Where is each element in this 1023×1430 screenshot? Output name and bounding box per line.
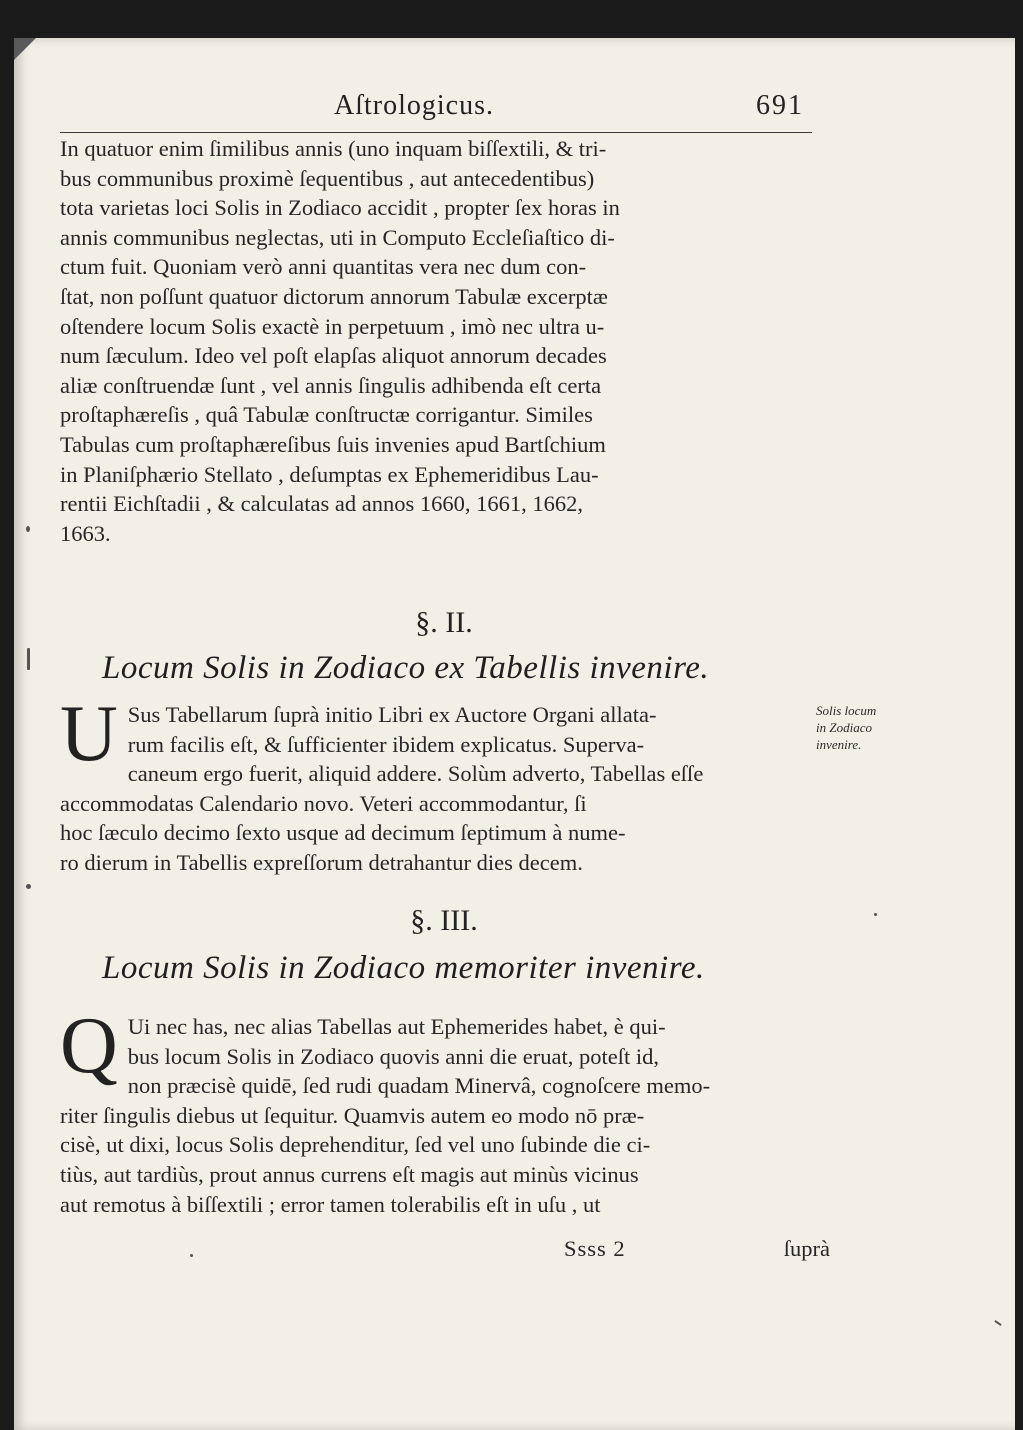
text-line: annis communibus neglectas, uti in Computo Eccleſiaſtico di- xyxy=(60,224,615,250)
text-line: bus locum Solis in Zodiaco quovis anni die eruat, poteſt id, xyxy=(127,1043,659,1069)
margin-note-line: Solis locum xyxy=(816,703,877,718)
text-line: tota varietas loci Solis in Zodiaco accidit , propter ſex horas in xyxy=(60,195,620,221)
ink-speck xyxy=(190,1254,193,1257)
margin-note xyxy=(816,702,931,753)
catchword: ſuprà xyxy=(783,1236,830,1261)
ink-speck xyxy=(994,1320,1002,1326)
drop-cap: Q xyxy=(60,1002,118,1090)
gutter-shadow xyxy=(14,38,36,60)
ink-speck xyxy=(26,526,30,532)
text-line: in Planiſphærio Stellato , deſumptas ex Ephemeridibus Lau- xyxy=(60,461,599,487)
drop-cap: U xyxy=(60,690,118,778)
margin-note-line: invenire. xyxy=(816,737,862,752)
page-footer xyxy=(60,1236,830,1266)
running-title: Aſtrologicus. xyxy=(334,90,494,121)
header-rule xyxy=(60,132,812,133)
text-line: cisè, ut dixi, locus Solis deprehenditur, ſed vel uno ſubinde die ci- xyxy=(60,1132,651,1158)
page-number: 691 xyxy=(756,90,804,121)
text-line: bus communibus proximè ſequentibus , aut antecedentibus) xyxy=(60,165,595,191)
text-line: aut remotus à biſſextili ; error tamen tolerabilis eſt in uſu , ut xyxy=(60,1191,601,1217)
text-line: non præcisè quidē, ſed rudi quadam Minervâ, cognoſcere memo- xyxy=(127,1073,711,1099)
signature-mark: Ssss 2 xyxy=(564,1236,626,1261)
text-line: rum facilis eſt, & ſufficienter ibidem explicatus. Superva- xyxy=(127,731,645,757)
book-page xyxy=(14,38,1015,1430)
page-header xyxy=(334,90,804,130)
section-number: §. II. xyxy=(415,606,473,639)
section-number: §. III. xyxy=(410,904,478,937)
text-line: 1663. xyxy=(60,520,111,546)
text-line: riter ſingulis diebus ut ſequitur. Quamvis autem eo modo nō præ- xyxy=(60,1102,645,1128)
section-paragraph xyxy=(60,1002,830,1219)
ink-speck xyxy=(27,648,30,670)
section-paragraph xyxy=(60,690,830,878)
text-line: ſtat, non poſſunt quatuor dictorum annorum Tabulæ excerptæ xyxy=(60,283,608,309)
text-line: In quatuor enim ſimilibus annis (uno inquam biſſextili, & tri- xyxy=(60,136,607,161)
text-line: ro dierum in Tabellis expreſſorum detrahantur dies decem. xyxy=(60,849,583,875)
text-line: aliæ conſtruendæ ſunt , vel annis ſingulis adhibenda eſt certa xyxy=(60,372,602,398)
ink-speck xyxy=(26,884,31,889)
ink-speck xyxy=(874,913,877,916)
margin-note-line: in Zodiaco xyxy=(816,720,872,735)
text-line: hoc ſæculo decimo ſexto usque ad decimum ſeptimum à nume- xyxy=(60,820,626,846)
text-line: Sus Tabellarum ſuprà initio Libri ex Auctore Organi allata- xyxy=(127,702,657,727)
text-line: oſtendere locum Solis exactè in perpetuum , imò nec ultra u- xyxy=(60,313,605,339)
text-line: rentii Eichſtadii , & calculatas ad annos 1660, 1661, 1662, xyxy=(60,491,584,517)
text-line: accommodatas Calendario novo. Veteri accommodantur, ſi xyxy=(60,790,587,816)
text-line: Tabulas cum proſtaphæreſibus ſuis invenies apud Bartſchium xyxy=(60,431,606,457)
paragraph-continued xyxy=(60,134,830,548)
text-line: proſtaphæreſis , quâ Tabulæ conſtructæ corrigantur. Similes xyxy=(60,402,593,428)
text-line: caneum ergo fuerit, aliquid addere. Solùm adverto, Tabellas eſſe xyxy=(127,761,704,787)
section-title: Locum Solis in Zodiaco ex Tabellis invenire. xyxy=(102,650,710,686)
text-line: tiùs, aut tardiùs, prout annus currens eſt magis aut minùs vicinus xyxy=(60,1161,639,1187)
text-line: num ſæculum. Ideo vel poſt elapſas aliquot annorum decades xyxy=(60,343,607,369)
text-line: Ui nec has, nec alias Tabellas aut Ephemerides habet, è qui- xyxy=(127,1014,666,1039)
section-title: Locum Solis in Zodiaco memoriter invenire. xyxy=(102,950,705,986)
text-line: ctum fuit. Quoniam verò anni quantitas vera nec dum con- xyxy=(60,254,587,280)
